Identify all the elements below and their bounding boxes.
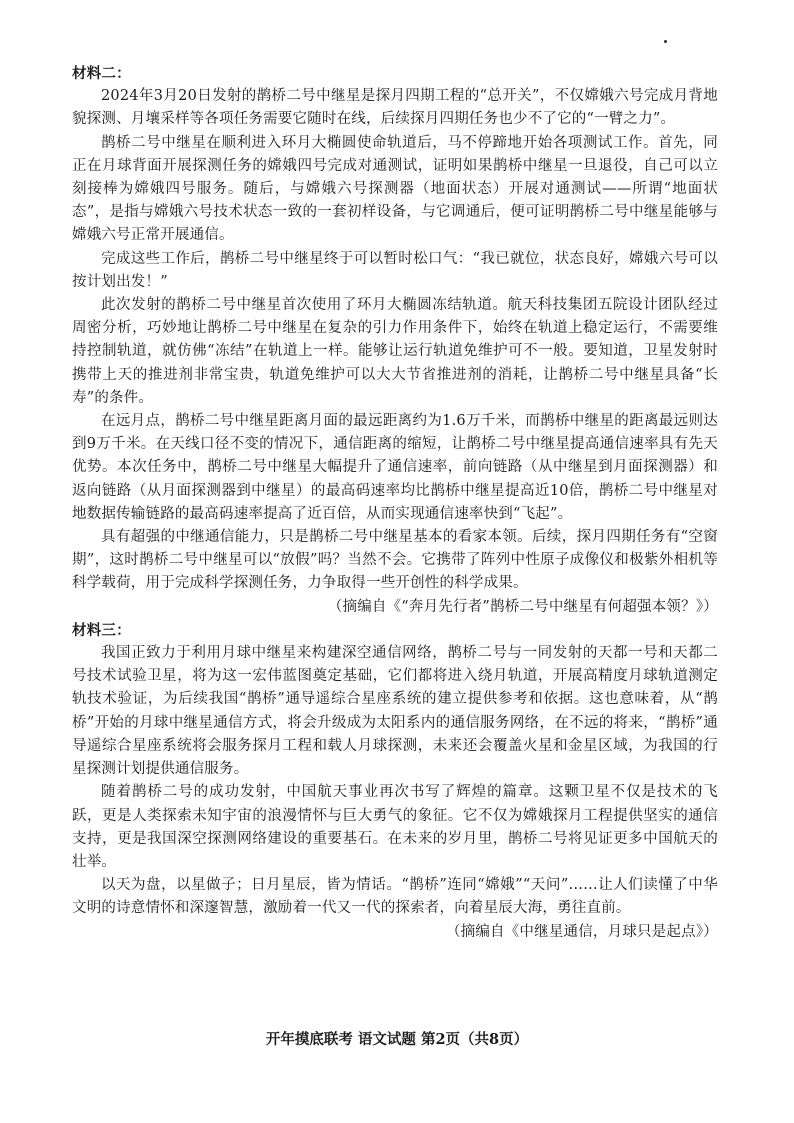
material-2-paragraph-1: 2024年3月20日发射的鹊桥二号中继星是探月四期工程的“总开关”，不仅嫦娥六号完成月背地貌探测、月壤采样等各项任务需要它随时在线，后续探月四期任务也少不了它的“一臂之力”。 xyxy=(72,88,718,128)
page-footer: 开年摸底联考 语文试题 第2页（共8页） xyxy=(265,1031,529,1048)
material-2-paragraph-6: 具有超强的中继通信能力，只是鹊桥二号中继星基本的看家本领。后续，探月四期任务有“空窗期”，这时鹊桥二号中继星可以“放假”吗？当然不会。它携带了阵列中性原子成像仪和极紫外相机等科学载荷，用于完成科学探测任务，力争取得一些开创性的科学成果。 xyxy=(72,529,718,592)
material-2-paragraph-4: 此次发射的鹊桥二号中继星首次使用了环月大椭圆冻结轨道。航天科技集团五院设计团队经过周密分析，巧妙地让鹊桥二号中继星在复杂的引力作用条件下，始终在轨道上稳定运行，不需要维持控制轨道，就仿佛“冻结”在轨道上一样。能够让运行轨道免维护可不一般。要知道，卫星发射时携带上天的推进剂非常宝贵，轨道免维护可以大大节省推进剂的消耗，让鹊桥二号中继星具备“长寿”的条件。 xyxy=(72,297,718,406)
material-2-source: （摘编自《“奔月先行者”鹊桥二号中继星有何超强本领？》） xyxy=(327,598,718,615)
material-2-paragraph-3: 完成这些工作后，鹊桥二号中继星终于可以暂时松口气：“我已就位，状态良好，嫦娥六号可以按计划出发！” xyxy=(72,250,718,290)
material-3-paragraph-3: 以天为盘，以星做子；日月星辰，皆为情话。“鹊桥”连同“嫦娥”“天问”……让人们读懂了中华文明的诗意情怀和深邃智慧，激励着一代又一代的探索者，向着星辰大海，勇往直前。 xyxy=(72,877,718,917)
material-3-source: （摘编自《中继星通信，月球只是起点》） xyxy=(445,923,718,940)
page-content xyxy=(72,62,718,944)
material-3-heading: 材料三： xyxy=(72,621,131,639)
material-2-paragraph-2: 鹊桥二号中继星在顺利进入环月大椭圆使命轨道后，马不停蹄地开始各项测试工作。首先，同正在月球背面开展探测任务的嫦娥四号完成对通测试，证明如果鹊桥中继星一旦退役，自己可以立刻接棒为嫦娥四号服务。随后，与嫦娥六号探测器（地面状态）开展对通测试——所谓“地面状态”，是指与嫦娥六号技术状态一致的一套初样设备，与它调通后，便可证明鹊桥二号中继星能够与嫦娥六号正常开展通信。 xyxy=(72,134,718,244)
material-2-paragraph-5: 在远月点，鹊桥二号中继星距离月面的最远距离约为1.6万千米，而鹊桥中继星的距离最远则达到9万千米。在天线口径不变的情况下，通信距离的缩短，让鹊桥二号中继星提高通信速率具有先天优势。本次任务中，鹊桥二号中继星大幅提升了通信速率，前向链路（从中继星到月面探测器）和返向链路（从月面探测器到中继星）的最高码速率均比鹊桥中继星提高近10倍，鹊桥二号中继星对地数据传输链路的最高码速率提高了近百倍，从而实现通信速率快到“飞起”。 xyxy=(72,413,718,522)
material-3-paragraph-2: 随着鹊桥二号的成功发射，中国航天事业再次书写了辉煌的篇章。这颗卫星不仅是技术的飞跃，更是人类探索未知宇宙的浪漫情怀与巨大勇气的象征。它不仅为嫦娥探月工程提供坚实的通信支持，更是我国深空探测网络建设的重要基石。在未来的岁月里，鹊桥二号将见证更多中国航天的壮举。 xyxy=(72,784,718,870)
material-3-paragraph-1: 我国正致力于利用月球中继星来构建深空通信网络，鹊桥二号与一同发射的天都一号和天都二号技术试验卫星，将为这一宏伟蓝图奠定基础，它们都将进入绕月轨道，开展高精度月球轨道测定轨技术验证，为后续我国“鹊桥”通导遥综合星座系统的建立提供参考和依据。这也意味着，从“鹊桥”开始的月球中继星通信方式，将会升级成为太阳系内的通信服务网络，在不远的将来，“鹊桥”通导遥综合星座系统将会服务探月工程和载人月球探测，未来还会覆盖火星和金星区域，为我国的行星探测计划提供通信服务。 xyxy=(72,645,718,778)
material-2-heading: 材料二： xyxy=(72,65,131,82)
scan-mark xyxy=(664,40,667,43)
